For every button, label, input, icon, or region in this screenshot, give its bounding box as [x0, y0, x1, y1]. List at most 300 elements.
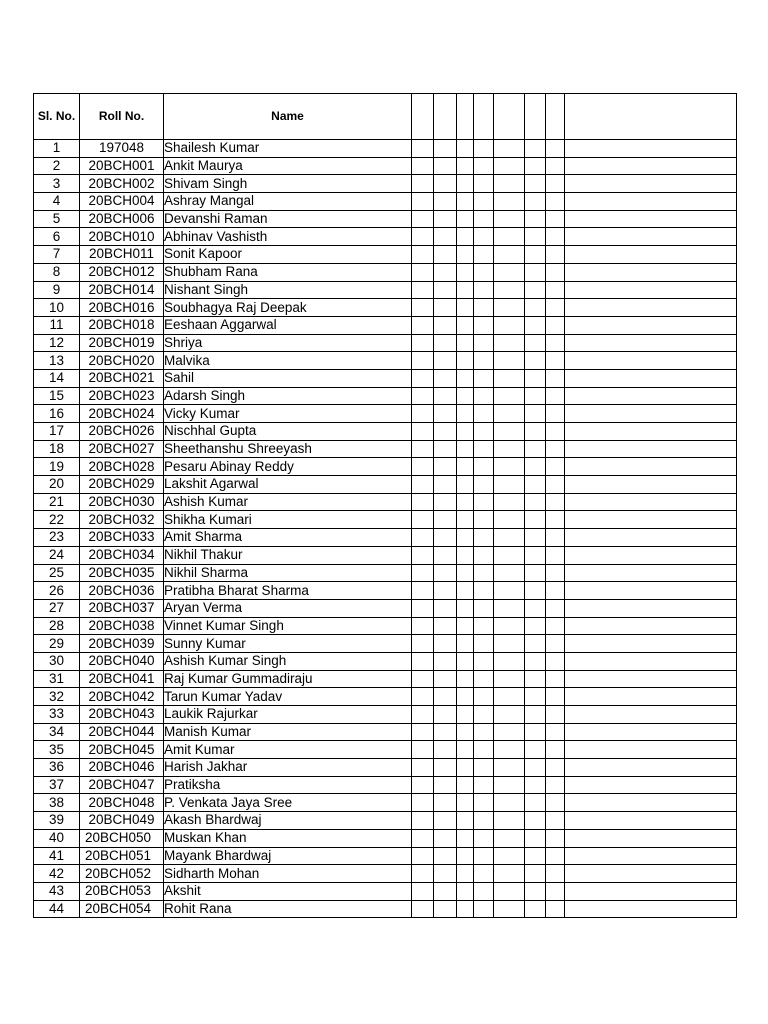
attendance-cell	[457, 157, 474, 175]
attendance-cell	[474, 476, 494, 494]
attendance-cell	[434, 423, 457, 441]
attendance-cell	[412, 688, 434, 706]
student-name: Aryan Verma	[164, 599, 412, 617]
attendance-cell	[494, 688, 525, 706]
serial-number: 25	[34, 564, 80, 582]
attendance-cell	[525, 794, 546, 812]
attendance-cell	[474, 493, 494, 511]
student-name: Soubhagya Raj Deepak	[164, 299, 412, 317]
student-name: Raj Kumar Gummadiraju	[164, 670, 412, 688]
header-blank	[565, 94, 737, 140]
attendance-cell	[565, 458, 737, 476]
roll-number: 20BCH004	[80, 193, 164, 211]
attendance-cell	[457, 900, 474, 918]
table-row	[34, 865, 737, 883]
header-sl-no: Sl. No.	[34, 94, 80, 140]
attendance-cell	[474, 706, 494, 724]
roll-number: 20BCH049	[80, 812, 164, 830]
attendance-cell	[434, 812, 457, 830]
student-name: Vicky Kumar	[164, 405, 412, 423]
attendance-cell	[565, 529, 737, 547]
attendance-cell	[434, 794, 457, 812]
attendance-cell	[565, 493, 737, 511]
attendance-cell	[412, 246, 434, 264]
attendance-cell	[565, 688, 737, 706]
serial-number: 13	[34, 352, 80, 370]
attendance-cell	[546, 741, 565, 759]
attendance-cell	[494, 405, 525, 423]
attendance-cell	[457, 369, 474, 387]
attendance-cell	[565, 281, 737, 299]
student-name: Ankit Maurya	[164, 157, 412, 175]
student-name: Lakshit Agarwal	[164, 476, 412, 494]
table-row	[34, 741, 737, 759]
attendance-cell	[412, 741, 434, 759]
attendance-cell	[525, 476, 546, 494]
attendance-cell	[525, 670, 546, 688]
serial-number: 1	[34, 140, 80, 158]
table-row	[34, 193, 737, 211]
roll-number: 20BCH019	[80, 334, 164, 352]
serial-number: 41	[34, 847, 80, 865]
attendance-cell	[412, 617, 434, 635]
attendance-cell	[525, 440, 546, 458]
attendance-cell	[474, 776, 494, 794]
attendance-cell	[474, 193, 494, 211]
attendance-cell	[412, 829, 434, 847]
header-blank	[525, 94, 546, 140]
attendance-cell	[546, 847, 565, 865]
attendance-cell	[434, 493, 457, 511]
attendance-cell	[434, 476, 457, 494]
attendance-cell	[546, 564, 565, 582]
attendance-cell	[565, 511, 737, 529]
attendance-cell	[546, 529, 565, 547]
attendance-cell	[525, 847, 546, 865]
attendance-cell	[474, 210, 494, 228]
attendance-cell	[474, 652, 494, 670]
attendance-cell	[546, 546, 565, 564]
attendance-cell	[494, 493, 525, 511]
attendance-cell	[457, 847, 474, 865]
table-row	[34, 175, 737, 193]
attendance-table	[33, 93, 737, 918]
attendance-cell	[457, 812, 474, 830]
attendance-cell	[525, 741, 546, 759]
serial-number: 4	[34, 193, 80, 211]
attendance-cell	[434, 281, 457, 299]
table-row	[34, 759, 737, 777]
serial-number: 24	[34, 546, 80, 564]
student-name: Harish Jakhar	[164, 759, 412, 777]
table-row	[34, 369, 737, 387]
table-row	[34, 476, 737, 494]
attendance-cell	[565, 546, 737, 564]
roll-number: 20BCH011	[80, 246, 164, 264]
attendance-cell	[565, 900, 737, 918]
attendance-cell	[546, 865, 565, 883]
attendance-cell	[494, 529, 525, 547]
attendance-cell	[457, 582, 474, 600]
attendance-cell	[494, 865, 525, 883]
attendance-cell	[546, 829, 565, 847]
serial-number: 39	[34, 812, 80, 830]
attendance-cell	[457, 759, 474, 777]
serial-number: 26	[34, 582, 80, 600]
attendance-cell	[412, 423, 434, 441]
attendance-cell	[565, 334, 737, 352]
attendance-cell	[546, 316, 565, 334]
attendance-cell	[546, 458, 565, 476]
serial-number: 16	[34, 405, 80, 423]
header-blank	[412, 94, 434, 140]
table-row	[34, 776, 737, 794]
attendance-cell	[525, 405, 546, 423]
roll-number: 20BCH051	[80, 847, 164, 865]
attendance-cell	[434, 175, 457, 193]
attendance-cell	[546, 210, 565, 228]
attendance-cell	[546, 511, 565, 529]
table-row	[34, 564, 737, 582]
attendance-cell	[546, 635, 565, 653]
attendance-cell	[474, 281, 494, 299]
attendance-cell	[434, 652, 457, 670]
attendance-cell	[474, 741, 494, 759]
roll-number: 20BCH020	[80, 352, 164, 370]
attendance-cell	[412, 529, 434, 547]
attendance-cell	[457, 706, 474, 724]
student-name: Shivam Singh	[164, 175, 412, 193]
attendance-cell	[565, 706, 737, 724]
table-row	[34, 723, 737, 741]
attendance-cell	[457, 688, 474, 706]
attendance-cell	[412, 157, 434, 175]
attendance-cell	[546, 157, 565, 175]
attendance-cell	[474, 369, 494, 387]
attendance-cell	[494, 387, 525, 405]
attendance-cell	[434, 246, 457, 264]
student-name: Pratibha Bharat Sharma	[164, 582, 412, 600]
attendance-cell	[457, 652, 474, 670]
attendance-cell	[434, 670, 457, 688]
attendance-cell	[494, 564, 525, 582]
attendance-cell	[546, 193, 565, 211]
attendance-cell	[494, 352, 525, 370]
serial-number: 31	[34, 670, 80, 688]
roll-number: 20BCH041	[80, 670, 164, 688]
table-row	[34, 423, 737, 441]
attendance-cell	[474, 635, 494, 653]
attendance-cell	[434, 299, 457, 317]
attendance-cell	[494, 582, 525, 600]
attendance-cell	[434, 688, 457, 706]
attendance-cell	[412, 299, 434, 317]
student-name: Akshit	[164, 882, 412, 900]
attendance-cell	[434, 635, 457, 653]
attendance-cell	[457, 865, 474, 883]
serial-number: 33	[34, 706, 80, 724]
roll-number: 20BCH021	[80, 369, 164, 387]
attendance-cell	[565, 776, 737, 794]
attendance-cell	[474, 564, 494, 582]
attendance-cell	[525, 493, 546, 511]
serial-number: 9	[34, 281, 80, 299]
attendance-cell	[412, 281, 434, 299]
attendance-cell	[525, 900, 546, 918]
attendance-cell	[546, 352, 565, 370]
attendance-cell	[434, 140, 457, 158]
attendance-cell	[434, 157, 457, 175]
attendance-cell	[434, 511, 457, 529]
attendance-cell	[457, 723, 474, 741]
attendance-cell	[412, 706, 434, 724]
attendance-cell	[546, 281, 565, 299]
table-row	[34, 157, 737, 175]
attendance-cell	[525, 175, 546, 193]
attendance-cell	[565, 299, 737, 317]
attendance-cell	[457, 617, 474, 635]
attendance-cell	[525, 723, 546, 741]
attendance-cell	[525, 334, 546, 352]
roll-number: 20BCH024	[80, 405, 164, 423]
attendance-cell	[546, 476, 565, 494]
attendance-cell	[565, 794, 737, 812]
attendance-cell	[525, 812, 546, 830]
serial-number: 15	[34, 387, 80, 405]
attendance-cell	[474, 387, 494, 405]
attendance-cell	[565, 193, 737, 211]
attendance-cell	[412, 759, 434, 777]
attendance-cell	[525, 263, 546, 281]
attendance-cell	[525, 210, 546, 228]
table-row	[34, 900, 737, 918]
student-name: Ashish Kumar	[164, 493, 412, 511]
attendance-cell	[434, 228, 457, 246]
attendance-cell	[434, 529, 457, 547]
attendance-cell	[474, 882, 494, 900]
attendance-cell	[525, 829, 546, 847]
roll-number: 20BCH045	[80, 741, 164, 759]
table-row	[34, 670, 737, 688]
roll-number: 20BCH050	[80, 829, 164, 847]
attendance-cell	[434, 900, 457, 918]
attendance-cell	[546, 652, 565, 670]
attendance-cell	[565, 140, 737, 158]
student-name: Nischhal Gupta	[164, 423, 412, 441]
attendance-cell	[546, 582, 565, 600]
table-row	[34, 299, 737, 317]
attendance-cell	[525, 582, 546, 600]
student-name: Akash Bhardwaj	[164, 812, 412, 830]
attendance-cell	[457, 316, 474, 334]
attendance-cell	[434, 458, 457, 476]
attendance-cell	[546, 175, 565, 193]
serial-number: 3	[34, 175, 80, 193]
serial-number: 35	[34, 741, 80, 759]
student-name: Sunny Kumar	[164, 635, 412, 653]
attendance-cell	[412, 900, 434, 918]
attendance-cell	[525, 776, 546, 794]
student-name: Mayank Bhardwaj	[164, 847, 412, 865]
table-row	[34, 263, 737, 281]
attendance-cell	[457, 511, 474, 529]
serial-number: 14	[34, 369, 80, 387]
attendance-cell	[412, 405, 434, 423]
student-name: Nishant Singh	[164, 281, 412, 299]
serial-number: 40	[34, 829, 80, 847]
roll-number: 20BCH014	[80, 281, 164, 299]
roll-number: 20BCH012	[80, 263, 164, 281]
attendance-cell	[565, 882, 737, 900]
student-name: Sonit Kapoor	[164, 246, 412, 264]
attendance-cell	[565, 387, 737, 405]
attendance-cell	[457, 599, 474, 617]
attendance-cell	[565, 369, 737, 387]
attendance-cell	[525, 635, 546, 653]
student-name: Shailesh Kumar	[164, 140, 412, 158]
student-name: Adarsh Singh	[164, 387, 412, 405]
attendance-cell	[474, 458, 494, 476]
attendance-cell	[525, 652, 546, 670]
attendance-cell	[434, 599, 457, 617]
roll-number: 20BCH016	[80, 299, 164, 317]
attendance-cell	[457, 334, 474, 352]
attendance-cell	[474, 175, 494, 193]
attendance-cell	[525, 865, 546, 883]
attendance-cell	[412, 582, 434, 600]
roll-number: 20BCH043	[80, 706, 164, 724]
attendance-cell	[412, 210, 434, 228]
student-name: Laukik Rajurkar	[164, 706, 412, 724]
attendance-cell	[546, 723, 565, 741]
attendance-cell	[494, 723, 525, 741]
header-name: Name	[164, 94, 412, 140]
attendance-cell	[546, 776, 565, 794]
attendance-cell	[494, 476, 525, 494]
table-row	[34, 688, 737, 706]
attendance-cell	[525, 140, 546, 158]
attendance-cell	[494, 228, 525, 246]
attendance-cell	[474, 157, 494, 175]
attendance-cell	[474, 794, 494, 812]
attendance-cell	[457, 440, 474, 458]
student-name: Nikhil Thakur	[164, 546, 412, 564]
attendance-cell	[474, 440, 494, 458]
attendance-cell	[494, 812, 525, 830]
attendance-cell	[457, 458, 474, 476]
attendance-cell	[412, 670, 434, 688]
attendance-cell	[494, 617, 525, 635]
attendance-cell	[494, 210, 525, 228]
table-row	[34, 529, 737, 547]
attendance-cell	[434, 617, 457, 635]
roll-number: 20BCH037	[80, 599, 164, 617]
roll-number: 197048	[80, 140, 164, 158]
attendance-cell	[546, 599, 565, 617]
attendance-cell	[474, 140, 494, 158]
attendance-cell	[546, 228, 565, 246]
roll-number: 20BCH029	[80, 476, 164, 494]
attendance-cell	[457, 476, 474, 494]
attendance-cell	[457, 670, 474, 688]
attendance-cell	[565, 617, 737, 635]
attendance-cell	[546, 140, 565, 158]
attendance-cell	[434, 546, 457, 564]
attendance-cell	[565, 759, 737, 777]
student-name: Shubham Rana	[164, 263, 412, 281]
attendance-cell	[494, 246, 525, 264]
header-roll-no: Roll No.	[80, 94, 164, 140]
serial-number: 6	[34, 228, 80, 246]
attendance-cell	[412, 458, 434, 476]
attendance-cell	[565, 847, 737, 865]
student-name: Manish Kumar	[164, 723, 412, 741]
table-row	[34, 493, 737, 511]
table-row	[34, 882, 737, 900]
attendance-cell	[525, 157, 546, 175]
attendance-cell	[494, 599, 525, 617]
attendance-cell	[525, 529, 546, 547]
attendance-cell	[565, 157, 737, 175]
student-name: Muskan Khan	[164, 829, 412, 847]
serial-number: 22	[34, 511, 80, 529]
serial-number: 2	[34, 157, 80, 175]
attendance-cell	[546, 688, 565, 706]
attendance-cell	[565, 175, 737, 193]
student-name: Pratiksha	[164, 776, 412, 794]
table-row	[34, 405, 737, 423]
table-row	[34, 334, 737, 352]
serial-number: 11	[34, 316, 80, 334]
attendance-cell	[474, 423, 494, 441]
student-name: Sahil	[164, 369, 412, 387]
attendance-cell	[525, 228, 546, 246]
attendance-cell	[494, 670, 525, 688]
attendance-cell	[412, 723, 434, 741]
table-row	[34, 228, 737, 246]
attendance-cell	[525, 387, 546, 405]
attendance-cell	[525, 882, 546, 900]
serial-number: 44	[34, 900, 80, 918]
attendance-cell	[457, 794, 474, 812]
attendance-cell	[494, 193, 525, 211]
attendance-cell	[525, 423, 546, 441]
attendance-cell	[565, 670, 737, 688]
roll-number: 20BCH042	[80, 688, 164, 706]
table-row	[34, 246, 737, 264]
attendance-cell	[565, 246, 737, 264]
serial-number: 8	[34, 263, 80, 281]
serial-number: 42	[34, 865, 80, 883]
attendance-cell	[412, 865, 434, 883]
attendance-cell	[412, 140, 434, 158]
student-name: Abhinav Vashisth	[164, 228, 412, 246]
attendance-cell	[546, 369, 565, 387]
roll-number: 20BCH030	[80, 493, 164, 511]
attendance-cell	[434, 405, 457, 423]
attendance-cell	[434, 369, 457, 387]
attendance-cell	[565, 440, 737, 458]
attendance-cell	[546, 759, 565, 777]
student-name: Amit Kumar	[164, 741, 412, 759]
attendance-cell	[474, 529, 494, 547]
attendance-cell	[546, 900, 565, 918]
table-row	[34, 546, 737, 564]
attendance-cell	[525, 688, 546, 706]
attendance-cell	[565, 476, 737, 494]
attendance-cell	[434, 193, 457, 211]
attendance-cell	[474, 405, 494, 423]
